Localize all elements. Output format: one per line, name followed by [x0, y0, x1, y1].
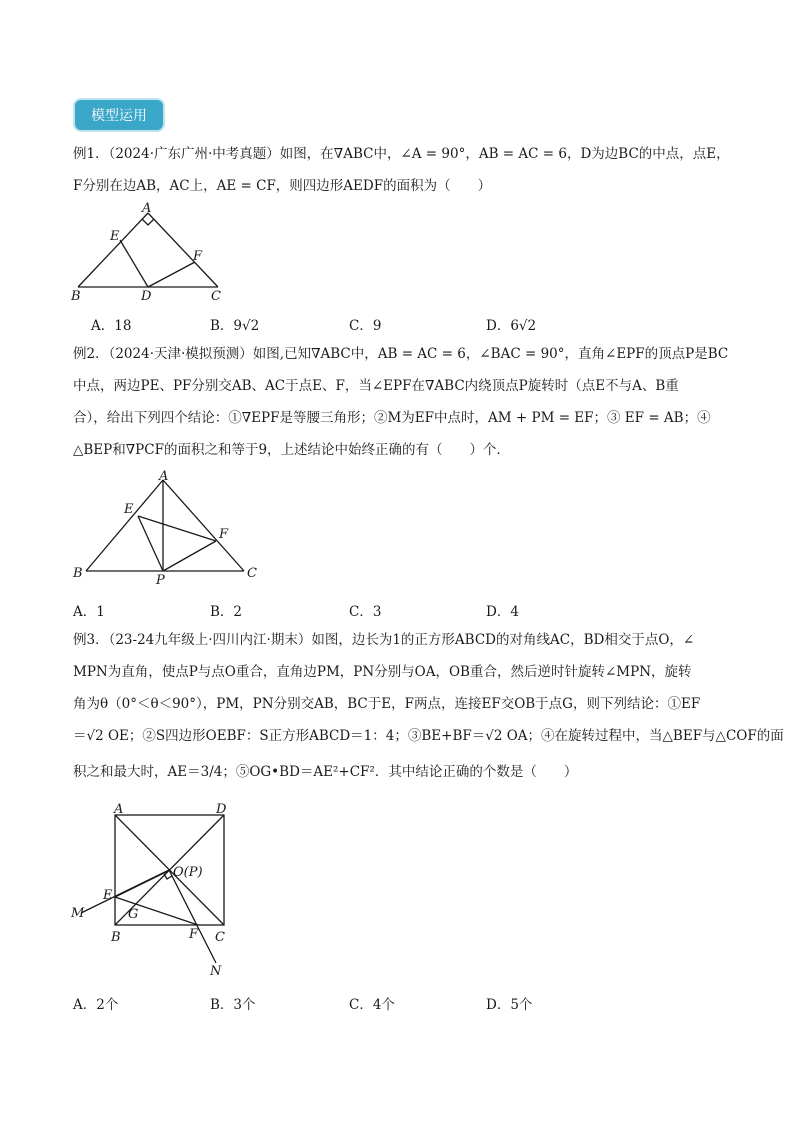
q1-label-D: D — [141, 289, 152, 304]
q2-option-d[interactable]: D．4 — [486, 604, 519, 620]
q3-label-M: M — [71, 906, 85, 921]
q1-label-C: C — [211, 289, 221, 304]
q2-option-c[interactable]: C．3 — [349, 604, 382, 620]
q1-option-c[interactable]: C．9 — [349, 318, 382, 334]
q1-label-B: B — [71, 289, 81, 304]
q1-option-d[interactable]: D．6√2 — [486, 318, 537, 334]
q3-label-D: D — [216, 802, 227, 817]
q3-label-OP: O(P) — [173, 865, 203, 880]
q2-label-E: E — [124, 502, 134, 517]
section-badge: 模型运用 — [75, 100, 163, 130]
q3-label-E: E — [103, 888, 113, 903]
q3-label-A: A — [114, 802, 124, 817]
q3-label-C: C — [215, 930, 225, 945]
q2-label-P: P — [156, 573, 165, 586]
q3-label-B: B — [111, 930, 121, 945]
q1-line-2: F分别在边AB，AC上，AE = CF，则四边形AEDF的面积为（ ） — [73, 178, 492, 194]
q2-line-3: 合），给出下列四个结论：①∇EPF是等腰三角形；②M为EF中点时，AM + PM = EF；③ EF = AB；④ — [73, 410, 711, 426]
q3-line-4: ＝√2 OE；②S四边形OEBF：S正方形ABCD＝1：4；③BE+BF＝√2 OA；④在旋转过程中，当△BEF与△COF的面 — [73, 728, 784, 744]
q3-figure — [68, 795, 243, 980]
q2-option-a[interactable]: A．1 — [73, 604, 105, 620]
q3-label-N: N — [210, 964, 222, 979]
q1-option-a[interactable]: A．18 — [91, 318, 132, 334]
q3-option-a[interactable]: A．2个 — [73, 997, 119, 1013]
q2-label-A: A — [159, 469, 169, 484]
q2-line-4: △BEP和∇PCF的面积之和等于9，上述结论中始终正确的有（ ）个． — [73, 442, 511, 458]
q3-option-d[interactable]: D．5个 — [486, 997, 533, 1013]
q3-line-3: 角为θ（0°＜θ＜90°），PM，PN分别交AB，BC于E，F两点，连接EF交OB于点G，则下列结论：①EF — [73, 696, 701, 712]
q2-label-F: F — [219, 527, 229, 542]
q2-label-B: B — [73, 566, 83, 581]
q3-option-c[interactable]: C．4个 — [349, 997, 395, 1013]
q1-label-A: A — [142, 201, 152, 216]
q3-label-F: F — [189, 927, 199, 942]
q1-figure — [68, 198, 238, 306]
q1-option-b[interactable]: B．9√2 — [210, 318, 260, 334]
q2-label-C: C — [247, 566, 257, 581]
q2-line-2: 中点，两边PE、PF分别交AB、AC于点E、F，当∠EPF在∇ABC内绕顶点P旋转时（点E不与A、B重 — [73, 378, 679, 394]
q3-line-2: MPN为直角，使点P与点O重合，直角边PM，PN分别与OA，OB重合，然后逆时针旋转∠MPN，旋转 — [73, 664, 692, 680]
q3-line-5: 积之和最大时，AE＝3/4；⑤OG•BD＝AE²+CF²．其中结论正确的个数是（ ） — [73, 764, 578, 780]
q3-line-1: 例3．（23-24九年级上·四川内江·期末）如图，边长为1的正方形ABCD的对角线AC，BD相交于点O，∠ — [73, 632, 695, 648]
q2-option-b[interactable]: B．2 — [210, 604, 243, 620]
q2-figure — [68, 468, 268, 586]
q1-line-1: 例1．（2024·广东广州·中考真题）如图，在∇ABC中，∠A = 90°，AB = AC = 6，D为边BC的中点，点E， — [73, 146, 730, 162]
q1-label-F: F — [193, 249, 203, 264]
q2-line-1: 例2．（2024·天津·模拟预测）如图,已知∇ABC中，AB = AC = 6，∠BAC = 90°，直角∠EPF的顶点P是BC — [73, 346, 729, 362]
q3-option-b[interactable]: B．3个 — [210, 997, 256, 1013]
q1-label-E: E — [110, 229, 120, 244]
q3-label-G: G — [128, 907, 139, 922]
